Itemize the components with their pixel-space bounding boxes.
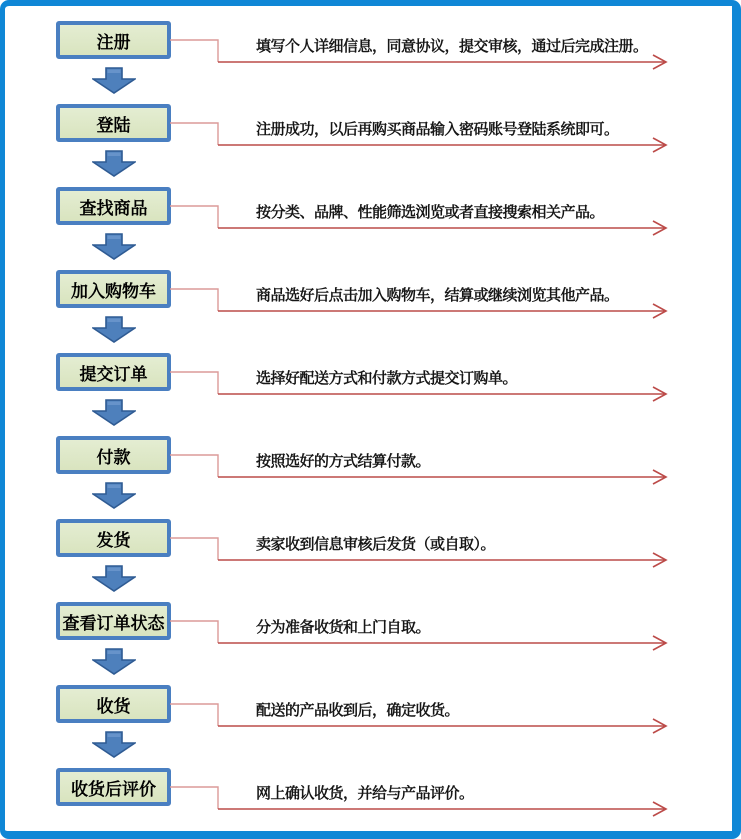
down-arrow-icon (92, 565, 136, 592)
step-description: 网上确认收货，并给与产品评价。 (256, 785, 474, 802)
down-arrow-icon (92, 648, 136, 675)
step-box (56, 187, 171, 225)
step-description: 按照选好的方式结算付款。 (256, 453, 431, 470)
step-label: 查找商品 (79, 198, 148, 218)
step-label: 提交订单 (79, 364, 148, 384)
step-box (56, 685, 171, 723)
step-box (56, 519, 171, 557)
step-label: 付款 (96, 447, 131, 467)
step-description: 注册成功，以后再购买商品输入密码账号登陆系统即可。 (256, 121, 619, 138)
down-arrow-icon (92, 233, 136, 260)
down-arrow-icon (92, 67, 136, 94)
step-description: 按分类、品牌、性能筛选浏览或者直接搜索相关产品。 (256, 204, 605, 221)
flow-step-row (0, 21, 741, 104)
step-label: 加入购物车 (71, 281, 156, 301)
flow-step-row (0, 768, 741, 839)
down-arrow-icon (92, 399, 136, 426)
step-box (56, 270, 171, 308)
step-description: 卖家收到信息审核后发货（或自取）。 (256, 536, 496, 553)
down-arrow-icon (92, 482, 136, 509)
down-arrow-icon (92, 731, 136, 758)
step-box (56, 104, 171, 142)
step-label: 收货 (96, 696, 131, 716)
step-label: 收货后评价 (71, 779, 156, 799)
step-description: 商品选好后点击加入购物车，结算或继续浏览其他产品。 (256, 287, 619, 304)
flow-step-row (0, 436, 741, 519)
flow-step-row (0, 602, 741, 685)
flow-step-row (0, 104, 741, 187)
down-arrow-icon (92, 316, 136, 343)
step-box (56, 602, 171, 640)
flow-step-row (0, 519, 741, 602)
step-description: 配送的产品收到后，确定收货。 (256, 702, 460, 719)
step-box (56, 768, 171, 806)
flow-step-row (0, 353, 741, 436)
step-description: 选择好配送方式和付款方式提交订购单。 (256, 370, 518, 387)
step-box (56, 21, 171, 59)
step-label: 查看订单状态 (62, 613, 165, 633)
step-label: 发货 (96, 530, 131, 550)
step-box (56, 353, 171, 391)
step-description: 填写个人详细信息，同意协议，提交审核，通过后完成注册。 (256, 38, 648, 55)
down-arrow-icon (92, 150, 136, 177)
flow-step-row (0, 685, 741, 768)
flow-step-row (0, 187, 741, 270)
step-label: 登陆 (96, 115, 131, 135)
step-label: 注册 (96, 32, 131, 52)
step-description: 分为准备收货和上门自取。 (256, 619, 431, 636)
step-box (56, 436, 171, 474)
flow-step-row (0, 270, 741, 353)
